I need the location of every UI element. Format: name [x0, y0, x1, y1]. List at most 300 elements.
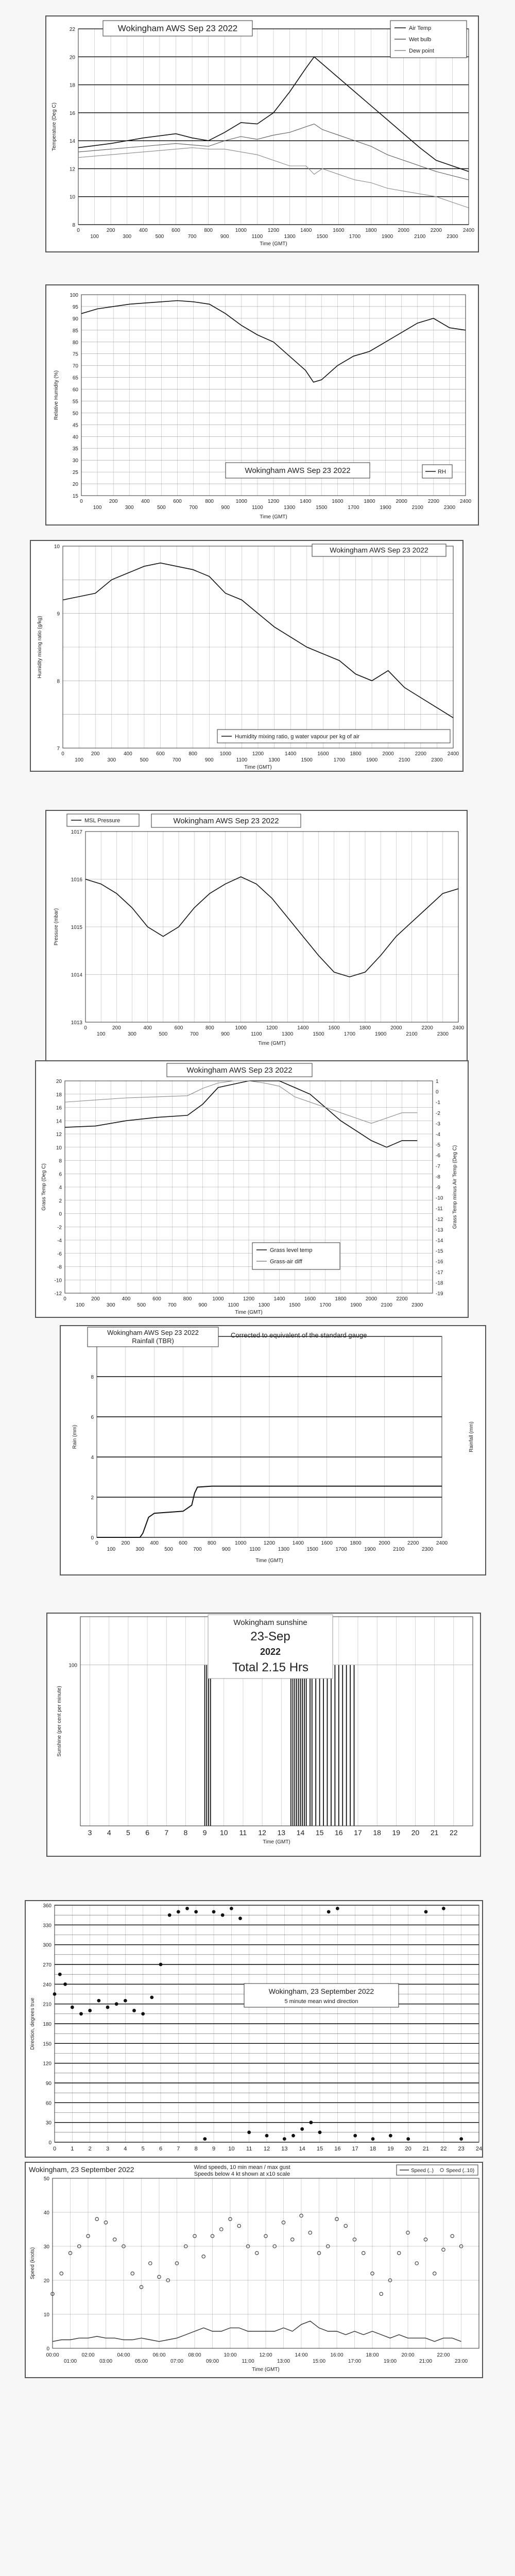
y-tick-label: 20: [56, 1079, 62, 1084]
sunshine-chart: [47, 1614, 480, 1856]
x-tick-label: 100: [107, 1547, 116, 1552]
y-axis-label: Temperature (Deg C): [52, 103, 57, 151]
speed-x10-point: [451, 2234, 454, 2238]
pressure-chart-panel: [45, 810, 468, 1063]
x-tick-label: 1200: [267, 228, 280, 233]
x-tick-label: 100: [75, 757, 83, 763]
x-tick-label: 300: [125, 505, 134, 511]
x-axis-label: Time (GMT): [260, 514, 287, 520]
x-tick-label: 500: [137, 1302, 146, 1308]
wind-direction-point: [459, 2137, 463, 2141]
x-tick-label: 500: [140, 757, 149, 763]
x-tick-label: 20: [411, 1828, 420, 1837]
y-tick-label: 18: [69, 82, 75, 89]
legend-label: Wet bulb: [409, 37, 432, 43]
x-tick-label: 700: [189, 505, 198, 511]
x-tick-label: 1400: [285, 751, 297, 757]
x-tick-label: 1000: [219, 751, 231, 757]
chart-title: Wokingham, 23 September 2022: [29, 2165, 134, 2174]
y-tick-label: -4: [57, 1238, 62, 1244]
speed-x10-point: [308, 2231, 312, 2234]
wind-direction-point: [159, 1963, 163, 1967]
y-tick-label: 55: [72, 399, 78, 405]
x-tick-label: 1300: [258, 1302, 270, 1308]
chart-title: Wokingham, 23 September 2022: [268, 1987, 374, 1995]
wind-direction-point: [424, 1910, 428, 1913]
x-tick-label: 400: [123, 751, 132, 757]
x-axis-label: Time (GMT): [258, 1041, 286, 1046]
x-tick-label: 2200: [427, 499, 439, 504]
speed-x10-point: [380, 2292, 383, 2295]
x-tick-label: 500: [155, 234, 164, 240]
y2-tick-label: -14: [436, 1238, 443, 1244]
x-tick-label: 1800: [359, 1025, 371, 1031]
speed-x10-point: [255, 2251, 259, 2255]
x-tick-label: 2400: [436, 1540, 448, 1546]
x-tick-label: 2100: [393, 1547, 405, 1552]
legend-label: Speed (..10): [446, 2168, 475, 2174]
chart-total: Total 2.15 Hrs: [232, 1660, 309, 1674]
x-tick-label: 10:00: [224, 2352, 237, 2358]
x-tick-label: 19: [387, 2146, 394, 2152]
x-tick-label: 200: [121, 1540, 130, 1546]
x-tick-label: 1800: [364, 499, 375, 504]
x-tick-label: 19:00: [383, 2359, 397, 2364]
x-tick-label: 22:00: [437, 2352, 450, 2358]
x-axis-label: Time (GMT): [255, 1558, 283, 1564]
y-tick-label: 20: [69, 55, 75, 61]
x-tick-label: 2200: [407, 1540, 419, 1546]
x-tick-label: 600: [174, 1025, 183, 1031]
x-tick-label: 400: [143, 1025, 152, 1031]
wind-direction-point: [309, 2121, 313, 2124]
wind-direction-point: [71, 2006, 74, 2009]
wind-direction-point: [283, 2137, 286, 2141]
x-tick-label: 2100: [414, 234, 426, 240]
x-tick-label: 900: [221, 1031, 230, 1037]
speed-x10-point: [131, 2272, 134, 2275]
wind-direction-point: [389, 2134, 392, 2138]
x-tick-label: 07:00: [170, 2359, 184, 2364]
x-tick-label: 300: [123, 234, 132, 240]
y-tick-label: 50: [72, 411, 78, 417]
x-tick-label: 21:00: [419, 2359, 433, 2364]
x-tick-label: 4: [107, 1828, 111, 1837]
temperature-chart-panel: [45, 15, 479, 252]
x-tick-label: 1200: [263, 1540, 276, 1546]
wind-direction-point: [177, 1910, 180, 1913]
x-tick-label: 1400: [300, 228, 312, 233]
y-tick-label: 10: [69, 194, 75, 200]
x-tick-label: 2000: [390, 1025, 402, 1031]
x-tick-label: 1400: [273, 1296, 285, 1302]
y2-tick-label: -4: [436, 1132, 440, 1138]
x-tick-label: 1900: [366, 757, 378, 763]
x-tick-label: 05:00: [134, 2359, 148, 2364]
x-tick-label: 1500: [316, 234, 328, 240]
y-tick-label: 10: [43, 2312, 49, 2318]
series-line-grass-temp: [65, 1081, 417, 1147]
x-tick-label: 01:00: [63, 2359, 77, 2364]
chart-year: 2022: [260, 1647, 281, 1657]
y-tick-label: -6: [57, 1251, 62, 1257]
speed-x10-point: [202, 2255, 205, 2258]
pressure-chart: [46, 811, 467, 1062]
x-tick-label: 800: [207, 1540, 216, 1546]
y-tick-label: 15: [72, 494, 78, 499]
y-tick-label: 330: [43, 1923, 52, 1929]
x-tick-label: 200: [106, 228, 115, 233]
y-tick-label: 1015: [71, 925, 82, 930]
mixing-ratio-chart: [31, 541, 462, 771]
y2-tick-label: -3: [436, 1121, 440, 1127]
x-tick-label: 1100: [249, 1547, 261, 1552]
x-tick-label: 2300: [431, 757, 443, 763]
x-tick-label: 1200: [267, 499, 280, 504]
x-tick-label: 1: [71, 2146, 74, 2152]
x-tick-label: 900: [198, 1302, 208, 1308]
x-tick-label: 1400: [292, 1540, 304, 1546]
y2-tick-label: -5: [436, 1142, 440, 1148]
rainfall-chart: [61, 1326, 485, 1574]
x-tick-label: 16: [334, 2146, 341, 2152]
x-tick-label: 1900: [381, 234, 393, 240]
x-tick-label: 600: [152, 1296, 161, 1302]
x-tick-label: 22: [440, 2146, 447, 2152]
x-tick-label: 17: [352, 2146, 358, 2152]
y-tick-label: 210: [43, 2002, 52, 2008]
y-tick-label: 0: [46, 2346, 49, 2352]
y-tick-label: 10: [54, 544, 60, 550]
y-tick-label: 1017: [71, 829, 82, 835]
x-tick-label: 200: [112, 1025, 121, 1031]
x-tick-label: 100: [90, 234, 99, 240]
y2-tick-label: -6: [436, 1153, 440, 1159]
y2-tick-label: 1: [436, 1079, 439, 1084]
x-tick-label: 2300: [421, 1547, 434, 1552]
x-tick-label: 0: [84, 1025, 87, 1031]
x-tick-label: 2200: [396, 1296, 408, 1302]
y-tick-label: -10: [54, 1278, 62, 1284]
x-tick-label: 08:00: [188, 2352, 201, 2358]
x-tick-label: 1000: [235, 228, 247, 233]
x-tick-label: 24: [475, 2146, 482, 2152]
x-tick-label: 400: [122, 1296, 131, 1302]
x-tick-label: 300: [135, 1547, 145, 1552]
x-tick-label: 1900: [380, 505, 391, 511]
x-tick-label: 2200: [415, 751, 426, 757]
y-axis-label: Direction, degrees true: [30, 1997, 36, 2050]
x-tick-label: 8: [183, 1828, 188, 1837]
x-axis-label: Time (GMT): [252, 2367, 280, 2372]
series-line-speed: [53, 2321, 461, 2342]
x-tick-label: 8: [194, 2146, 198, 2152]
x-tick-label: 12: [258, 1828, 266, 1837]
x-tick-label: 4: [124, 2146, 127, 2152]
x-tick-label: 0: [53, 2146, 57, 2152]
x-tick-label: 2300: [443, 505, 456, 511]
y-axis-label: Rain (mm): [72, 1425, 78, 1449]
y-tick-label: 30: [45, 2120, 52, 2126]
y-tick-label: 180: [43, 2022, 52, 2027]
y-tick-label: 240: [43, 1982, 52, 1988]
x-tick-label: 9: [212, 2146, 216, 2152]
x-axis-label: Time (GMT): [235, 1310, 263, 1315]
y-tick-label: 14: [69, 139, 75, 145]
x-tick-label: 2400: [459, 499, 472, 504]
y-tick-label: 360: [43, 1903, 52, 1909]
y-tick-label: -2: [57, 1225, 62, 1231]
y-tick-label: 9: [57, 611, 60, 617]
y2-tick-label: -2: [436, 1110, 440, 1116]
y-tick-label: 100: [68, 1663, 77, 1669]
x-tick-label: 1900: [375, 1031, 387, 1037]
x-tick-label: 700: [167, 1302, 177, 1308]
y-tick-label: 1014: [71, 972, 82, 978]
x-tick-label: 1100: [236, 757, 248, 763]
x-tick-label: 2200: [430, 228, 442, 233]
x-tick-label: 300: [128, 1031, 136, 1037]
x-tick-label: 1400: [297, 1025, 309, 1031]
x-tick-label: 0: [77, 228, 80, 233]
y2-tick-label: -1: [436, 1100, 440, 1106]
y-tick-label: 95: [72, 304, 78, 310]
x-tick-label: 600: [156, 751, 165, 757]
y2-axis-label: Rainfall (mm): [469, 1421, 474, 1452]
x-tick-label: 2: [88, 2146, 92, 2152]
speed-x10-point: [220, 2228, 223, 2231]
x-tick-label: 7: [177, 2146, 180, 2152]
y-tick-label: 45: [72, 422, 78, 429]
wind-direction-point: [300, 2127, 304, 2131]
x-tick-label: 900: [221, 505, 230, 511]
x-tick-label: 700: [193, 1547, 202, 1552]
x-tick-label: 900: [221, 1547, 231, 1552]
wind-speed-chart-panel: [25, 2162, 483, 2378]
x-axis-label: Time (GMT): [260, 241, 287, 247]
chart-date: 23-Sep: [250, 1630, 290, 1643]
y-tick-label: 1013: [71, 1020, 82, 1026]
wind-direction-point: [212, 1910, 216, 1913]
x-tick-label: 2200: [421, 1025, 433, 1031]
wind-direction-point: [115, 2002, 118, 2006]
x-tick-label: 1300: [283, 505, 296, 511]
x-tick-label: 400: [139, 228, 148, 233]
speed-x10-point: [415, 2262, 418, 2265]
y2-tick-label: -10: [436, 1195, 443, 1201]
grass-temp-chart: [36, 1061, 468, 1317]
wind-direction-point: [291, 2134, 295, 2138]
y-tick-label: 14: [56, 1118, 62, 1125]
speed-x10-point: [291, 2238, 294, 2241]
legend-label: MSL Pressure: [84, 818, 121, 824]
chart-title: Wokingham AWS Sep 23 2022: [245, 466, 351, 475]
legend-box: [252, 1243, 340, 1269]
x-tick-label: 6: [159, 2146, 163, 2152]
y-tick-label: 150: [43, 2041, 52, 2047]
wind-direction-point: [124, 1999, 127, 2003]
x-tick-label: 800: [205, 1025, 214, 1031]
y-tick-label: 0: [59, 1211, 62, 1217]
y-tick-label: 12: [56, 1132, 62, 1138]
x-tick-label: 200: [91, 751, 100, 757]
x-tick-label: 20:00: [401, 2352, 415, 2358]
chart-title: Wokingham AWS Sep 23 2022: [173, 817, 279, 825]
humidity-chart-panel: [45, 284, 479, 526]
chart-subtitle: Rainfall (TBR): [132, 1337, 174, 1345]
x-tick-label: 7: [164, 1828, 169, 1837]
wind-direction-point: [336, 1907, 339, 1910]
y-tick-label: 8: [91, 1375, 94, 1380]
wind-direction-point: [97, 1999, 100, 2003]
x-tick-label: 500: [164, 1547, 173, 1552]
speed-x10-point: [237, 2224, 241, 2227]
x-tick-label: 14: [299, 2146, 305, 2152]
wind-direction-point: [58, 1973, 62, 1976]
y-tick-label: 50: [43, 2176, 49, 2182]
y-tick-label: 10: [56, 1145, 62, 1151]
x-tick-label: 1700: [348, 505, 359, 511]
y-tick-label: 4: [59, 1185, 62, 1191]
y-tick-label: 270: [43, 1962, 52, 1968]
y2-tick-label: -8: [436, 1174, 440, 1180]
x-tick-label: 200: [91, 1296, 100, 1302]
x-tick-label: 17:00: [348, 2359, 362, 2364]
x-tick-label: 500: [159, 1031, 168, 1037]
rainfall-chart-panel: [60, 1325, 486, 1575]
y-tick-label: 12: [69, 166, 75, 173]
y-tick-label: 1016: [71, 877, 82, 883]
wind-direction-point: [230, 1907, 233, 1910]
x-tick-label: 5: [141, 2146, 145, 2152]
x-tick-label: 1800: [365, 228, 377, 233]
y2-tick-label: -12: [436, 1216, 443, 1223]
y-tick-label: 16: [69, 110, 75, 116]
x-tick-label: 1500: [316, 505, 328, 511]
x-tick-label: 300: [106, 1302, 115, 1308]
wind-direction-point: [150, 1995, 153, 1999]
y-tick-label: 0: [48, 2140, 52, 2146]
wind-direction-point: [442, 1907, 445, 1910]
y-tick-label: 30: [72, 458, 78, 464]
wind-direction-point: [63, 1982, 67, 1986]
y-tick-label: 60: [72, 387, 78, 393]
wind-direction-point: [203, 2137, 207, 2141]
x-tick-label: 900: [220, 234, 229, 240]
chart-title-text: Wokingham AWS Sep 23 2022: [107, 1329, 199, 1336]
chart-title: Wokingham sunshine: [233, 1618, 307, 1627]
x-tick-label: 18:00: [366, 2352, 379, 2358]
y2-tick-label: -9: [436, 1185, 440, 1191]
x-tick-label: 1200: [252, 751, 264, 757]
wind-direction-point: [238, 1917, 242, 1920]
speed-x10-point: [362, 2251, 365, 2255]
x-tick-label: 1700: [344, 1031, 355, 1037]
y-tick-label: 2: [59, 1198, 62, 1204]
chart-note: Wind speeds, 10 min mean / max gust: [194, 2164, 290, 2171]
x-tick-label: 21: [430, 1828, 439, 1837]
y-tick-label: 4: [91, 1455, 94, 1461]
x-tick-label: 1900: [350, 1302, 362, 1308]
x-tick-label: 2300: [447, 234, 458, 240]
x-tick-label: 500: [157, 505, 166, 511]
wind-direction-chart: [26, 1901, 482, 2157]
y-tick-label: 120: [43, 2061, 52, 2067]
y-tick-label: 90: [45, 2081, 52, 2087]
y-tick-label: 6: [59, 1172, 62, 1178]
x-tick-label: 5: [126, 1828, 130, 1837]
y-tick-label: 20: [43, 2278, 49, 2284]
x-tick-label: 1600: [332, 499, 344, 504]
wind-direction-point: [53, 1992, 57, 1996]
x-tick-label: 800: [205, 499, 214, 504]
x-tick-label: 2400: [462, 228, 475, 233]
wind-direction-point: [88, 2009, 92, 2012]
x-tick-label: 04:00: [117, 2352, 130, 2358]
x-tick-label: 23:00: [454, 2359, 468, 2364]
x-tick-label: 2400: [452, 1025, 465, 1031]
x-tick-label: 2300: [411, 1302, 423, 1308]
x-tick-label: 1300: [278, 1547, 290, 1552]
x-tick-label: 1600: [317, 751, 329, 757]
x-tick-label: 600: [171, 228, 180, 233]
wind-direction-point: [406, 2137, 410, 2141]
y-axis-label: Pressure (mbar): [54, 908, 59, 946]
legend-label: Humidity mixing ratio, g water vapour per kg of air: [235, 734, 360, 740]
x-tick-label: 700: [190, 1031, 199, 1037]
y2-tick-label: 0: [436, 1089, 439, 1095]
y-tick-label: 40: [43, 2210, 49, 2216]
speed-x10-point: [95, 2217, 98, 2221]
wind-direction-point: [221, 1913, 225, 1917]
y-tick-label: 90: [72, 316, 78, 322]
sunshine-chart-panel: [46, 1613, 481, 1857]
x-tick-label: 15: [316, 2146, 323, 2152]
x-tick-label: 22: [450, 1828, 458, 1837]
x-tick-label: 1000: [235, 499, 247, 504]
x-tick-label: 1800: [335, 1296, 347, 1302]
x-tick-label: 2000: [396, 499, 407, 504]
chart-note: Speeds below 4 kt shown at x10 scale: [194, 2171, 290, 2177]
x-tick-label: 16:00: [330, 2352, 344, 2358]
x-tick-label: 14: [296, 1828, 305, 1837]
chart-title: Wokingham AWS Sep 23 2022: [117, 23, 238, 33]
y2-tick-label: -17: [436, 1269, 443, 1276]
x-tick-label: 400: [141, 499, 150, 504]
temperature-chart: [46, 16, 478, 251]
wind-direction-point: [265, 2134, 269, 2138]
speed-x10-point: [398, 2251, 401, 2255]
x-tick-label: 1700: [333, 757, 346, 763]
x-tick-label: 00:00: [46, 2352, 59, 2358]
x-tick-label: 1300: [282, 1031, 294, 1037]
x-tick-label: 1100: [251, 1031, 262, 1037]
legend-label: Dew point: [409, 48, 434, 54]
x-tick-label: 06:00: [152, 2352, 166, 2358]
x-tick-label: 13: [281, 2146, 288, 2152]
x-tick-label: 1500: [313, 1031, 324, 1037]
x-tick-label: 3: [88, 1828, 92, 1837]
x-tick-label: 700: [187, 234, 197, 240]
wind-direction-point: [371, 2137, 375, 2141]
x-tick-label: 23: [458, 2146, 465, 2152]
y-tick-label: 22: [69, 27, 75, 32]
x-tick-label: 1100: [252, 505, 263, 511]
x-tick-label: 2100: [411, 505, 423, 511]
y-tick-label: 70: [72, 363, 78, 369]
wind-direction-point: [79, 2012, 83, 2015]
x-tick-label: 20: [405, 2146, 411, 2152]
